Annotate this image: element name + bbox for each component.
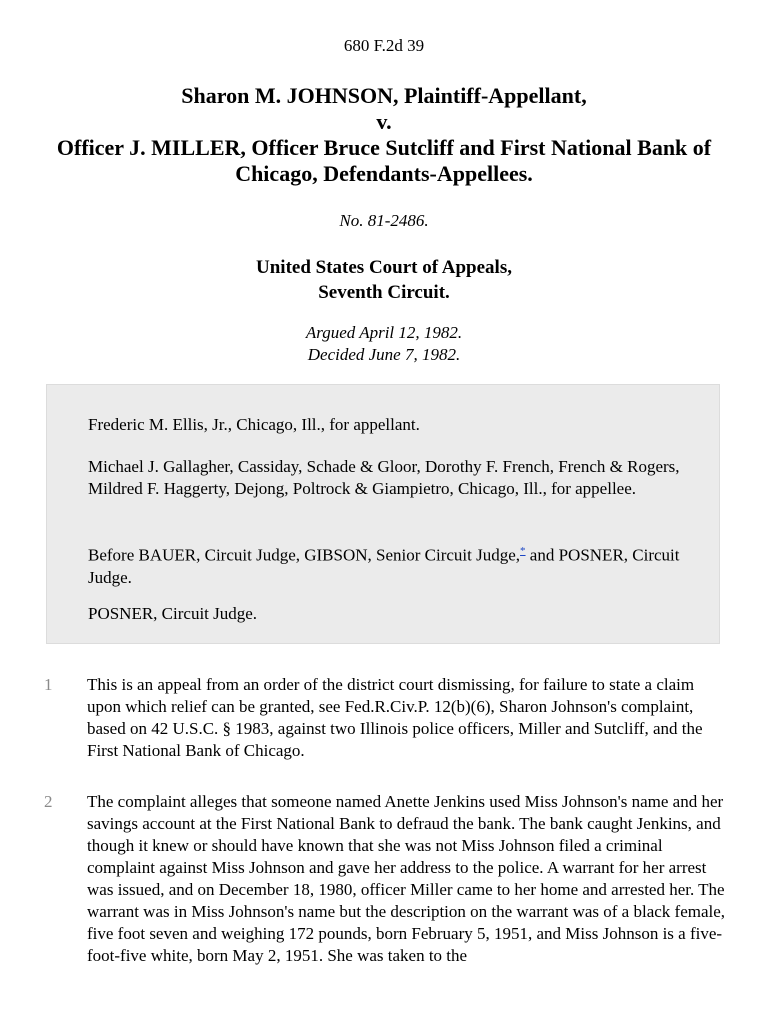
court-name-line2: Seventh Circuit. — [318, 282, 450, 303]
docket-number: No. 81-2486. — [339, 211, 429, 230]
opinion-author: POSNER, Circuit Judge. — [88, 604, 258, 623]
counsel-panel — [46, 384, 720, 644]
versus-caption: v. — [376, 109, 392, 134]
defendants-caption: Officer J. MILLER, Officer Bruce Sutcliff and First National Bank of Chicago, Defendants-Appellees. — [56, 135, 712, 186]
judges-panel-before: Before BAUER, Circuit Judge, GIBSON, Senior Circuit Judge, — [88, 545, 521, 565]
case-dates — [0, 322, 768, 366]
footnote-link[interactable]: * — [520, 545, 526, 557]
judges-panel-after: and POSNER, Circuit Judge. — [88, 545, 680, 587]
decided-date: Decided June 7, 1982. — [307, 345, 461, 364]
case-citation: 680 F.2d 39 — [343, 36, 425, 55]
appellant-counsel: Frederic M. Ellis, Jr., Chicago, Ill., for appellant. — [88, 415, 420, 434]
court-name — [0, 255, 768, 305]
appellee-counsel: Michael J. Gallagher, Cassiday, Schade & Gloor, Dorothy F. French, French & Rogers, Mildred F. Haggerty, Dejong, Poltrock & Giampietro, Chicago, Ill., for appellee. — [88, 457, 680, 498]
paragraph-number: 1 — [44, 675, 53, 694]
paragraph-text: This is an appeal from an order of the district court dismissing, for failure to state a claim upon which relief can be granted, see Fed.R.Civ.P. 12(b)(6), Sharon Johnson's complaint, based on 42 U.S.C. § 1983, against two Illinois police officers, Miller and Sutcliff, and the First National Bank of Chicago. — [87, 675, 703, 760]
argued-date: Argued April 12, 1982. — [305, 323, 463, 342]
court-name-line1: United States Court of Appeals, — [256, 257, 512, 278]
plaintiff-caption: Sharon M. JOHNSON, Plaintiff-Appellant, — [181, 83, 587, 108]
judges-panel — [88, 540, 688, 589]
paragraph-text: The complaint alleges that someone named Anette Jenkins used Miss Johnson's name and her savings account at the First National Bank to defraud the bank. The bank caught Jenkins, and though it knew or should have known that she was not Miss Johnson filed a criminal complaint against Miss Johnson and gave her address to the police. A warrant for her arrest was issued, and on December 18, 1980, officer Miller came to her home and arrested her. The warrant was in Miss Johnson's name but the description on the warrant was of a black female, five foot seven and weighing 172 pounds, born February 5, 1951, and Miss Johnson is a five-foot-five white, born May 2, 1951. She was taken to the — [87, 792, 726, 965]
paragraph-number: 2 — [44, 792, 53, 811]
